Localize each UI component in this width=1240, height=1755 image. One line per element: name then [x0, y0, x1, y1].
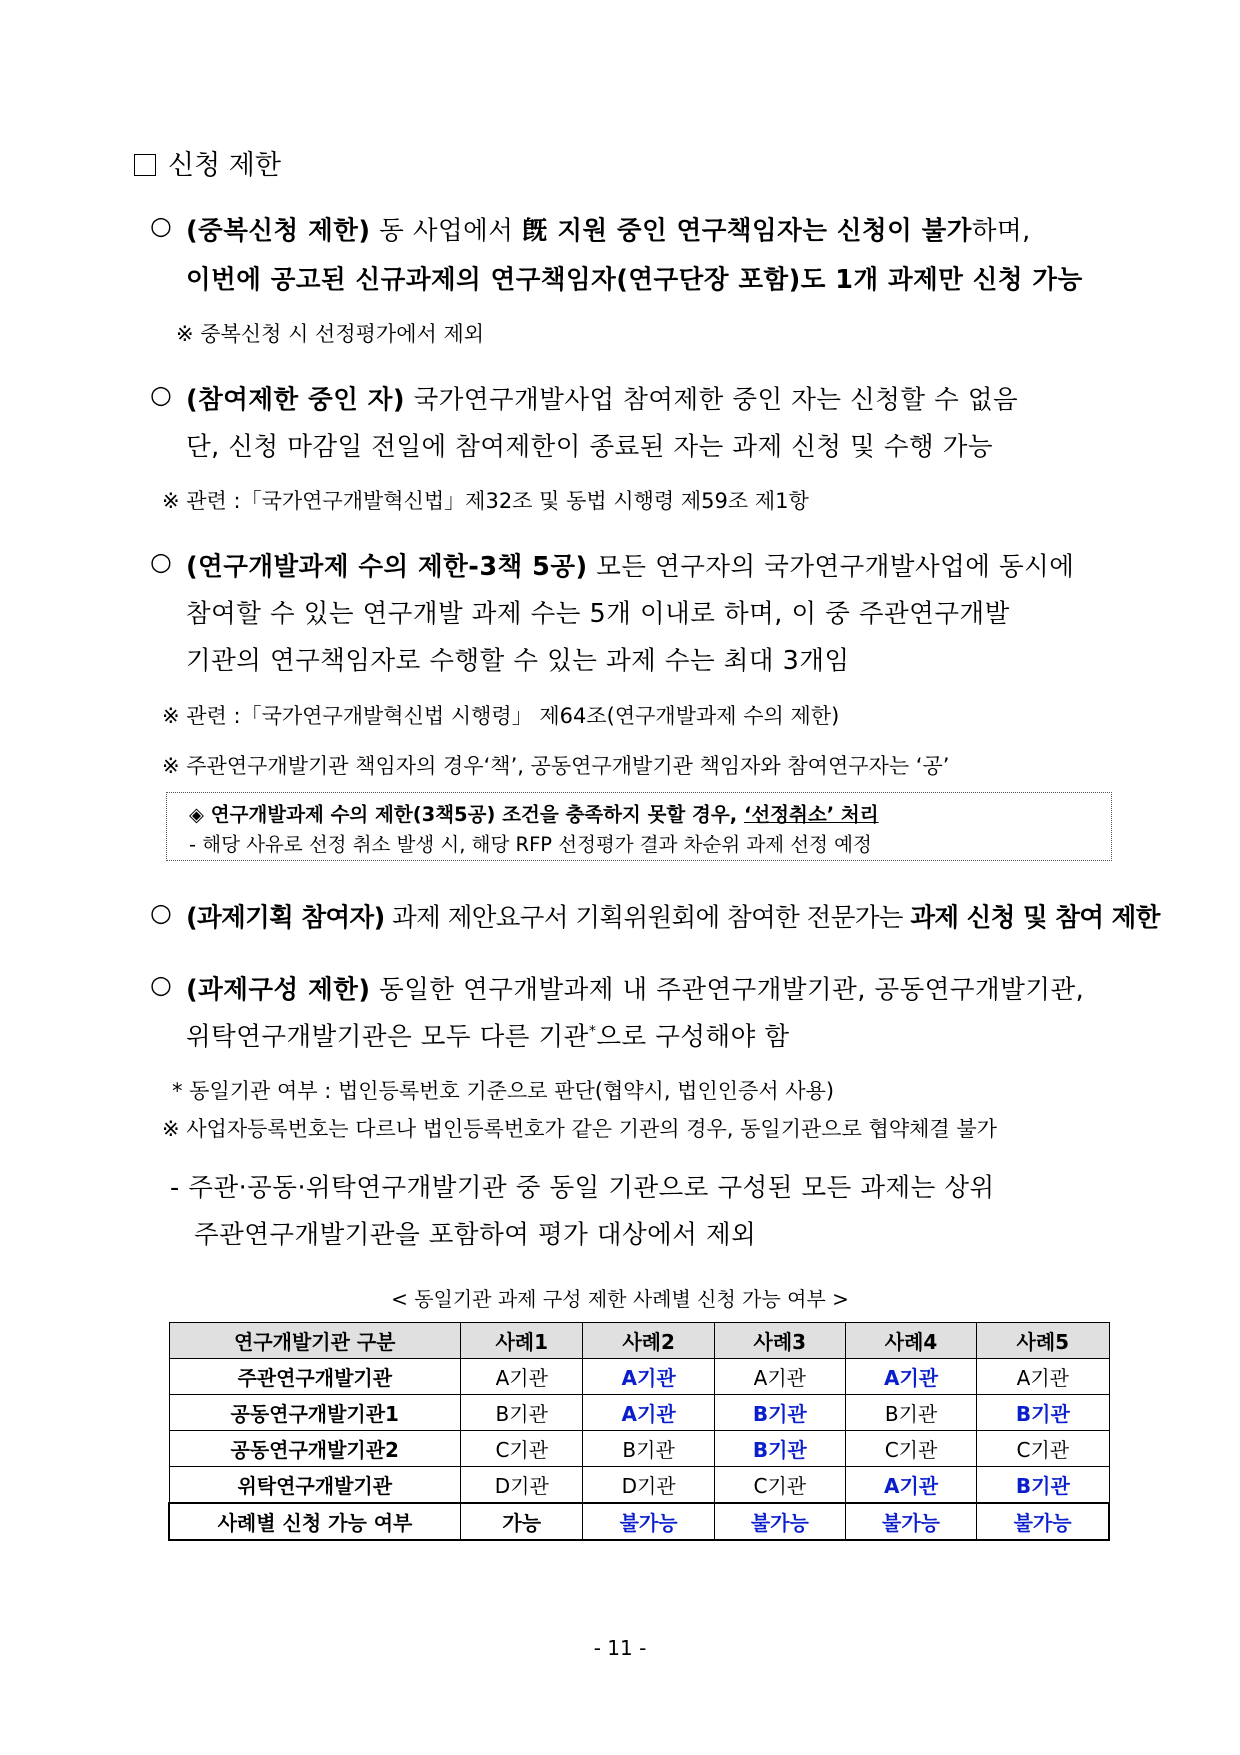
bullet-heading: (과제기획 참여자) [186, 903, 385, 933]
note-same-institution: * 동일기관 여부 : 법인등록번호 기준으로 판단(협약시, 법인인증서 사용) [172, 1079, 835, 1103]
table-cell: D기관 [461, 1467, 583, 1504]
table-cell: D기관 [583, 1467, 714, 1504]
table-header-cell: 사례2 [583, 1323, 714, 1359]
table-row [169, 1431, 1109, 1467]
section-title-text: 신청 제한 [168, 150, 281, 181]
table-header-cell: 사례4 [845, 1323, 976, 1359]
table-caption: < 동일기관 과제 구성 제한 사례별 신청 가능 여부 > [391, 1287, 849, 1311]
page-number: - 11 - [593, 1636, 647, 1660]
table-cell: A기관 [845, 1359, 976, 1395]
table-cell: C기관 [845, 1431, 976, 1467]
bullet-heading: (과제구성 제한) [186, 975, 371, 1005]
dash-exclusion-line2: 주관연구개발기관을 포함하여 평가 대상에서 제외 [194, 1220, 757, 1250]
bullet-text: 국가연구개발사업 참여제한 중인 자는 신청할 수 없음 [405, 385, 1019, 415]
notice-text: ◈ 연구개발과제 수의 제한(3책5공) 조건을 충족하지 못할 경우, [189, 803, 744, 826]
table-cell: 불가능 [977, 1503, 1109, 1540]
table-row-label: 사례별 신청 가능 여부 [169, 1503, 461, 1540]
bullet-circle-icon: ○ [150, 547, 172, 576]
table-cell: A기관 [714, 1359, 845, 1395]
table-cell: A기관 [583, 1395, 714, 1431]
table-cell: 가능 [461, 1503, 583, 1540]
table-header-cell: 연구개발기관 구분 [169, 1323, 461, 1359]
note-restricted: ※ 관련 :「국가연구개발혁신법」제32조 및 동법 시행령 제59조 제1항 [162, 489, 809, 513]
table-cell: C기관 [977, 1431, 1109, 1467]
table-cell: A기관 [977, 1359, 1109, 1395]
notice-box-line1 [189, 799, 879, 827]
table-row-label: 공동연구개발기관1 [169, 1395, 461, 1431]
notice-box-line2: - 해당 사유로 선정 취소 발생 시, 해당 RFP 선정평가 결과 차순위 과제 선정 예정 [189, 833, 872, 856]
table-cell: 불가능 [845, 1503, 976, 1540]
bullet-heading: (연구개발과제 수의 제한-3책 5공) [186, 552, 588, 582]
bullet-text: 동 사업에서 [370, 216, 522, 246]
bullet-composition-line2 [186, 1017, 789, 1053]
table-cell: B기관 [977, 1395, 1109, 1431]
table-cell: C기관 [714, 1467, 845, 1504]
bullet-text: 위탁연구개발기관은 모두 다른 기관 [186, 1022, 589, 1052]
bullet-text: 으로 구성해야 함 [596, 1022, 790, 1052]
table-cell: B기관 [714, 1431, 845, 1467]
section-title [134, 143, 281, 182]
footnote-asterisk: * [588, 1023, 597, 1040]
bullet-project-limit-line3: 기관의 연구책임자로 수행할 수 있는 과제 수는 최대 3개임 [186, 646, 850, 676]
table-cell: C기관 [461, 1431, 583, 1467]
bullet-text: 모든 연구자의 국가연구개발사업에 동시에 [587, 552, 1075, 582]
table-header-cell: 사례1 [461, 1323, 583, 1359]
bullet-text: 하며, [971, 216, 1031, 246]
bullet-heading: (참여제한 중인 자) [186, 385, 405, 415]
table-header-cell: 사례5 [977, 1323, 1109, 1359]
table-cell: B기관 [583, 1431, 714, 1467]
table-header-cell: 사례3 [714, 1323, 845, 1359]
bullet-duplicate-line2: 이번에 공고된 신규과제의 연구책임자(연구단장 포함)도 1개 과제만 신청 가능 [186, 265, 1083, 295]
bullet-text: 동일한 연구개발과제 내 주관연구개발기관, 공동연구개발기관, [370, 975, 1085, 1005]
bullet-circle-icon: ○ [150, 211, 172, 240]
checkbox-square-icon [134, 154, 156, 176]
dash-exclusion-line1: - 주관·공동·위탁연구개발기관 중 동일 기관으로 구성된 모든 과제는 상위 [170, 1173, 995, 1203]
bullet-project-limit [186, 547, 1074, 583]
table-cell: 불가능 [583, 1503, 714, 1540]
table-row-result [169, 1503, 1109, 1540]
table-header-row [169, 1323, 1109, 1359]
note-project-limit-law: ※ 관련 :「국가연구개발혁신법 시행령」 제64조(연구개발과제 수의 제한) [162, 704, 840, 728]
bullet-circle-icon: ○ [150, 380, 172, 409]
table-cell: A기관 [583, 1359, 714, 1395]
table-cell: B기관 [845, 1395, 976, 1431]
table-cell: A기관 [845, 1467, 976, 1504]
table-cell: B기관 [461, 1395, 583, 1431]
bullet-restricted-line2: 단, 신청 마감일 전일에 참여제한이 종료된 자는 과제 신청 및 수행 가능 [186, 432, 993, 462]
table-cell: A기관 [461, 1359, 583, 1395]
table-row-label: 주관연구개발기관 [169, 1359, 461, 1395]
note-duplicate: ※ 중복신청 시 선정평가에서 제외 [176, 322, 485, 346]
bullet-heading: (중복신청 제한) [186, 216, 371, 246]
table-row-label: 공동연구개발기관2 [169, 1431, 461, 1467]
bullet-duplicate-application [186, 211, 1031, 247]
bullet-circle-icon: ○ [150, 970, 172, 999]
table-cell: B기관 [977, 1467, 1109, 1504]
bullet-emphasis: 旣 지원 중인 연구책임자는 신청이 불가 [521, 216, 972, 246]
case-table [168, 1322, 1110, 1541]
note-project-limit-roles: ※ 주관연구개발기관 책임자의 경우‘책’, 공동연구개발기관 책임자와 참여연구자는 ‘공’ [162, 754, 950, 778]
note-business-registration: ※ 사업자등록번호는 다르나 법인등록번호가 같은 기관의 경우, 동일기관으로 협약체결 불가 [162, 1117, 997, 1141]
bullet-project-limit-line2: 참여할 수 있는 연구개발 과제 수는 5개 이내로 하며, 이 중 주관연구개발 [186, 599, 1010, 629]
table-row [169, 1467, 1109, 1504]
bullet-text: 과제 제안요구서 기획위원회에 참여한 전문가는 [384, 903, 911, 933]
table-cell: B기관 [714, 1395, 845, 1431]
bullet-circle-icon: ○ [150, 898, 172, 927]
table-cell: 불가능 [714, 1503, 845, 1540]
bullet-planning-participant [186, 898, 1160, 934]
table-row [169, 1359, 1109, 1395]
bullet-restricted-participant [186, 380, 1018, 416]
table-row [169, 1395, 1109, 1431]
notice-underlined-text: ‘선정취소’ 처리 [743, 803, 879, 826]
table-row-label: 위탁연구개발기관 [169, 1467, 461, 1504]
notice-box [166, 792, 1112, 861]
bullet-emphasis: 과제 신청 및 참여 제한 [910, 903, 1160, 933]
bullet-composition-limit [186, 970, 1084, 1006]
